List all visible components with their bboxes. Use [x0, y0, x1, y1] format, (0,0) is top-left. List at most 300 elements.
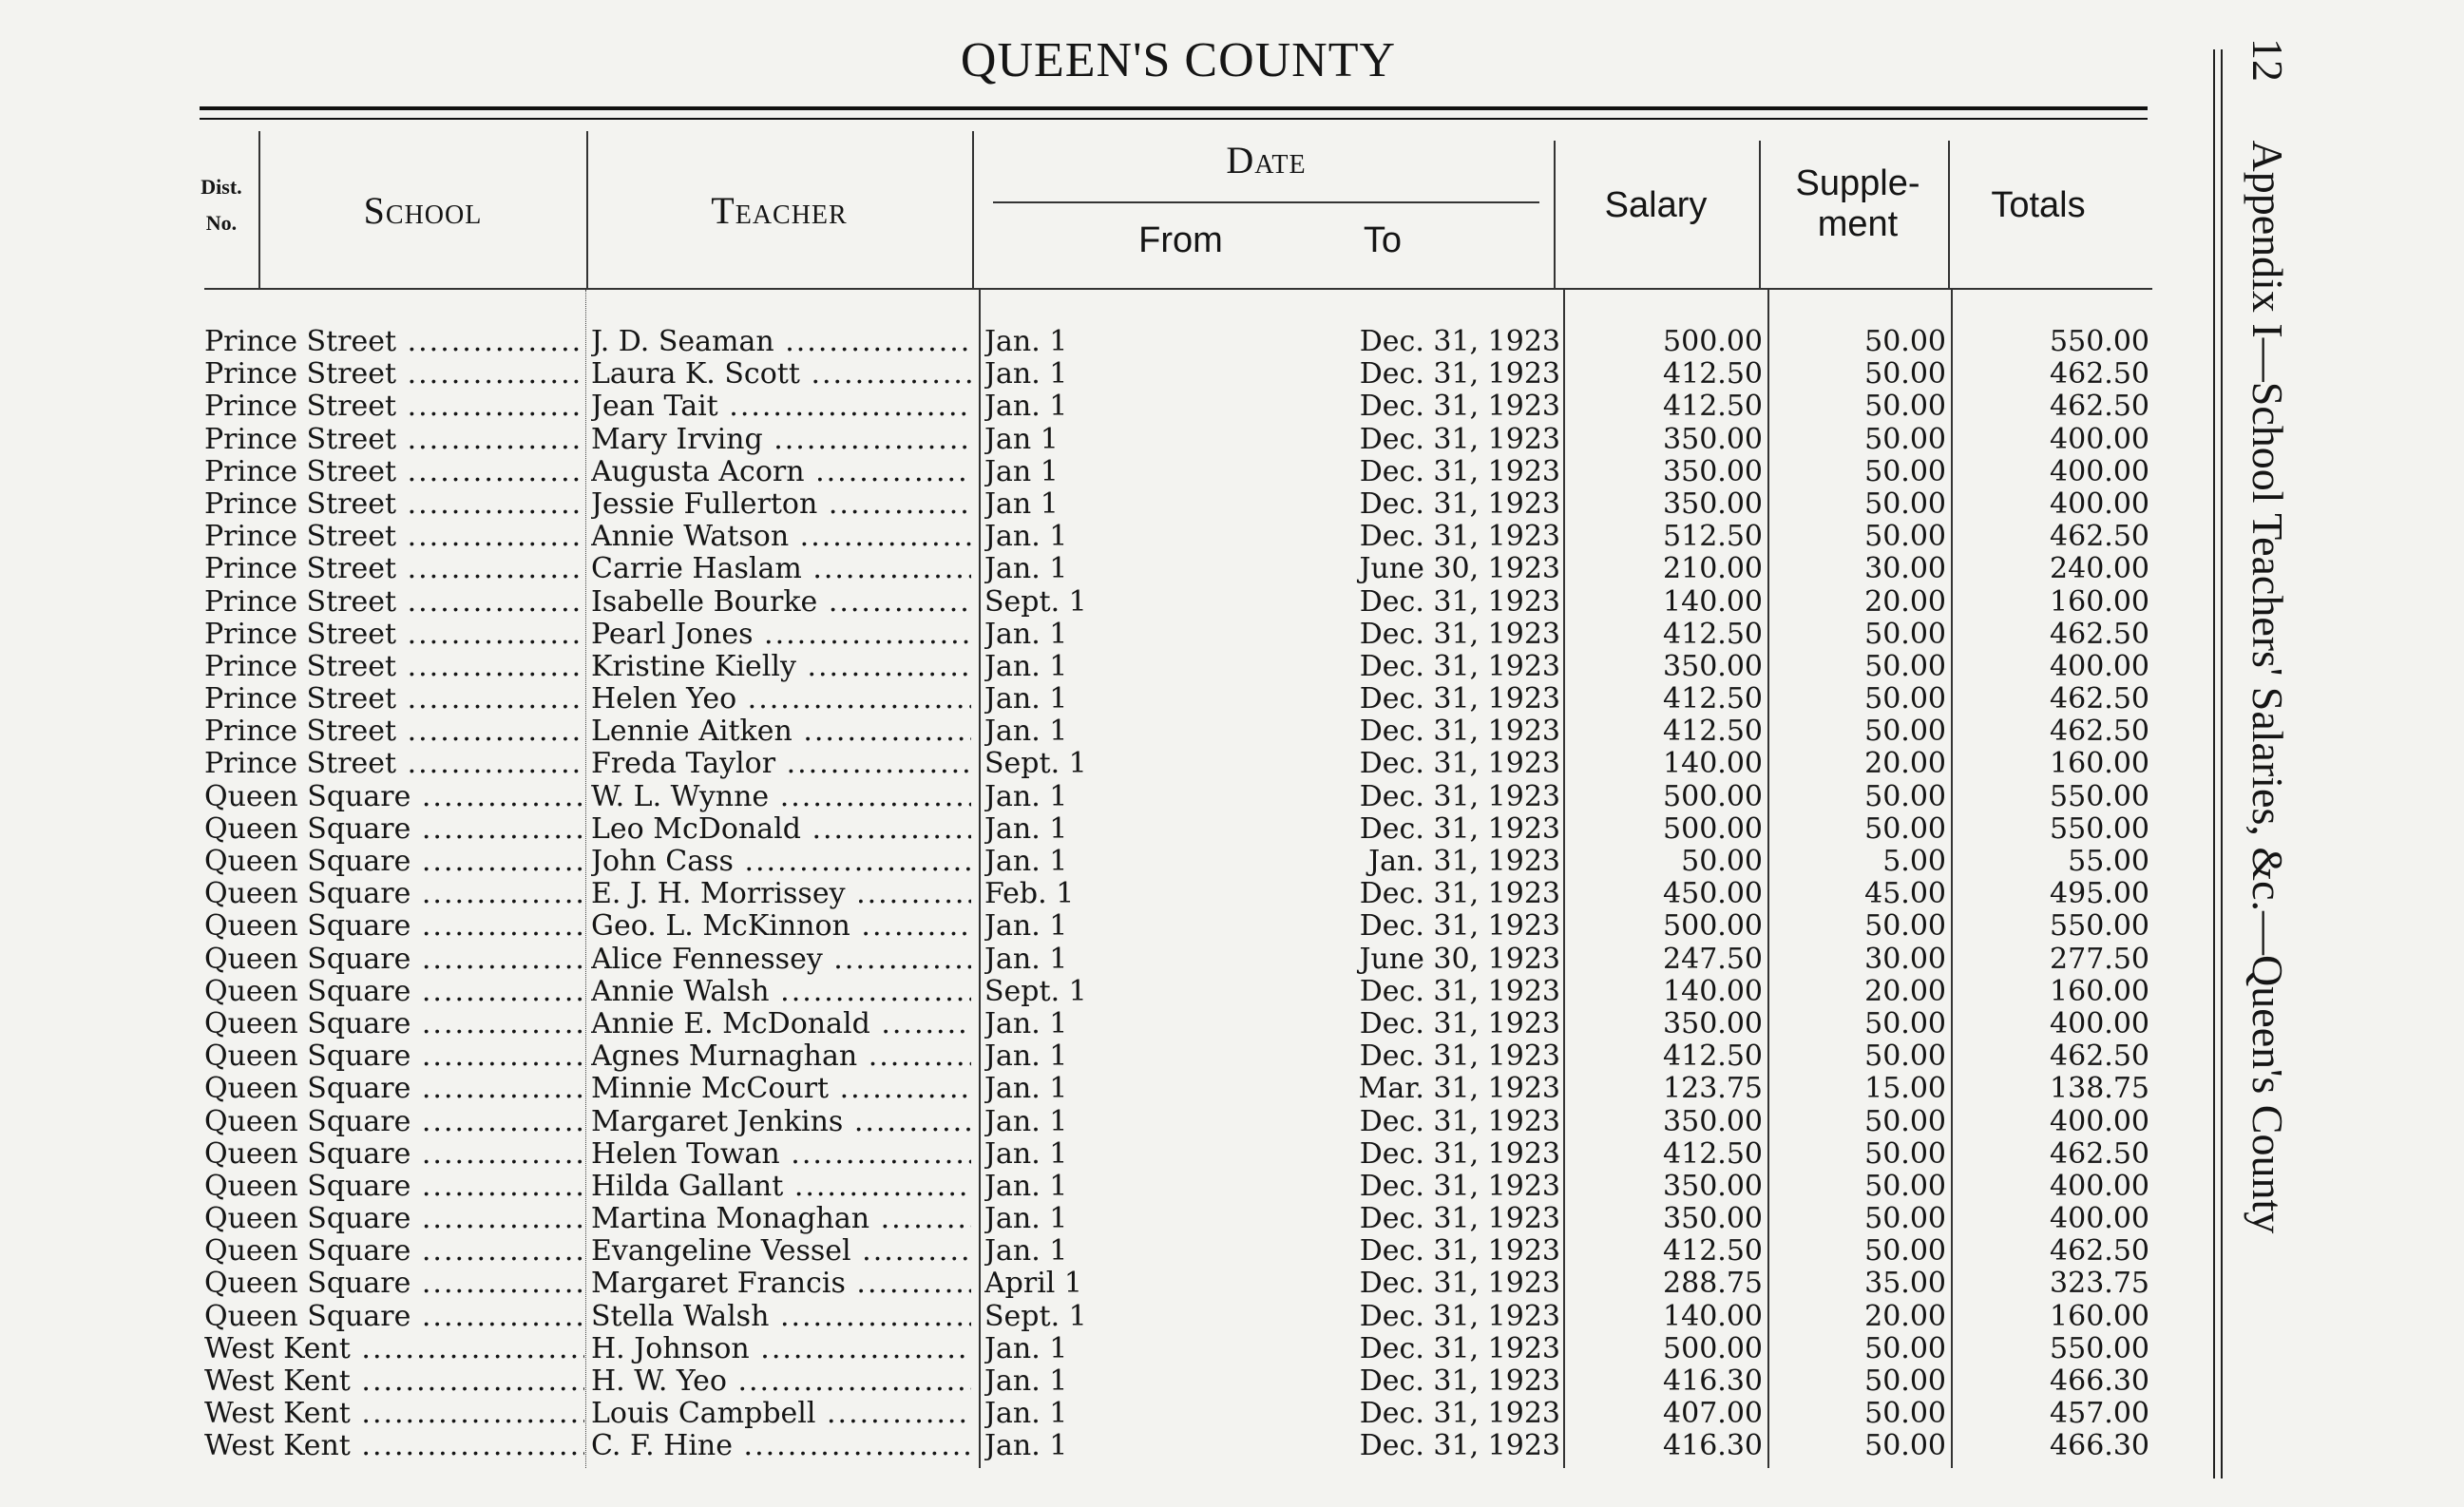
divider — [1554, 141, 1556, 288]
to-date-cell: Dec. 31, 1923 — [1359, 1235, 1560, 1269]
to-date-cell: Dec. 31, 1923 — [1359, 715, 1560, 749]
table-row — [0, 1073, 2186, 1105]
table-row — [0, 488, 2186, 521]
total-cell: 462.50 — [2050, 391, 2149, 424]
teacher-cell: Agnes Murnaghan ..... — [591, 1040, 971, 1073]
teacher-cell: Mary Irving ..... — [591, 424, 971, 456]
teacher-cell: Minnie McCourt ..... — [591, 1073, 971, 1105]
supplement-cell: 50.00 — [1864, 358, 1946, 391]
header-bottom-rule — [204, 288, 2152, 290]
table-row — [0, 910, 2186, 943]
school-cell: Prince Street ..... — [204, 553, 584, 585]
teacher-cell: Margaret Francis ..... — [591, 1268, 971, 1300]
salary-cell: 407.00 — [1663, 1398, 1763, 1431]
school-cell: Queen Square ..... — [204, 944, 584, 976]
total-cell: 462.50 — [2050, 1235, 2149, 1269]
school-cell: Prince Street ..... — [204, 326, 584, 358]
supplement-cell: 50.00 — [1864, 618, 1946, 651]
from-date-cell: Jan. 1 — [984, 1137, 1068, 1171]
school-cell: Queen Square ..... — [204, 976, 584, 1008]
teacher-cell: Alice Fennessey ..... — [591, 944, 971, 976]
salary-cell: 412.50 — [1663, 358, 1763, 391]
supplement-cell: 50.00 — [1864, 455, 1946, 488]
total-cell: 55.00 — [2068, 846, 2149, 878]
to-date-cell: Dec. 31, 1923 — [1359, 423, 1560, 456]
school-cell: Prince Street ..... — [204, 619, 584, 651]
school-cell: Prince Street ..... — [204, 424, 584, 456]
teacher-cell: Evangeline Vessel ..... — [591, 1235, 971, 1268]
supplement-cell: 50.00 — [1864, 326, 1946, 358]
table-row — [0, 878, 2186, 910]
from-date-cell: Jan. 1 — [984, 391, 1068, 424]
salary-cell: 350.00 — [1663, 455, 1763, 488]
table-row — [0, 1203, 2186, 1235]
total-cell: 400.00 — [2050, 1203, 2149, 1236]
school-cell: Prince Street ..... — [204, 651, 584, 683]
divider — [258, 131, 260, 288]
school-cell: West Kent ..... — [204, 1365, 584, 1398]
to-date-cell: Dec. 31, 1923 — [1359, 1040, 1560, 1074]
table-row — [0, 1398, 2186, 1430]
to-date-cell: Dec. 31, 1923 — [1359, 1203, 1560, 1236]
from-date-cell: Sept. 1 — [984, 1300, 1087, 1333]
from-date-cell: Jan. 1 — [984, 521, 1068, 554]
to-date-cell: Dec. 31, 1923 — [1359, 1430, 1560, 1463]
page-title: QUEEN'S COUNTY — [960, 33, 1397, 87]
salary-cell: 500.00 — [1663, 1332, 1763, 1365]
teacher-cell: Annie Watson ..... — [591, 521, 971, 553]
salary-cell: 412.50 — [1663, 618, 1763, 651]
divider — [972, 131, 974, 288]
table-row — [0, 715, 2186, 748]
header-to: To — [1363, 220, 1403, 260]
running-head — [2243, 38, 2293, 1233]
school-cell: Queen Square ..... — [204, 1301, 584, 1333]
school-cell: Queen Square ..... — [204, 1106, 584, 1138]
teacher-cell: Helen Yeo ..... — [591, 683, 971, 715]
to-date-cell: Mar. 31, 1923 — [1358, 1073, 1560, 1106]
supplement-cell: 50.00 — [1864, 1332, 1946, 1365]
supplement-cell: 50.00 — [1864, 1398, 1946, 1431]
supplement-cell: 20.00 — [1864, 585, 1946, 619]
table-row — [0, 521, 2186, 553]
salary-cell: 140.00 — [1663, 1300, 1763, 1333]
table-row — [0, 813, 2186, 846]
from-date-cell: Jan. 1 — [984, 553, 1068, 586]
from-date-cell: Jan. 1 — [984, 1332, 1068, 1365]
supplement-cell: 15.00 — [1864, 1073, 1946, 1106]
from-date-cell: Jan 1 — [984, 487, 1059, 521]
header-salary: Salary — [1604, 185, 1708, 225]
total-cell: 550.00 — [2050, 780, 2149, 813]
salary-cell: 412.50 — [1663, 1137, 1763, 1171]
from-date-cell: Sept. 1 — [984, 585, 1087, 619]
total-cell: 462.50 — [2050, 715, 2149, 749]
table-row — [0, 358, 2186, 391]
salary-cell: 416.30 — [1663, 1365, 1763, 1398]
total-cell: 400.00 — [2050, 1105, 2149, 1138]
salary-cell: 500.00 — [1663, 910, 1763, 944]
teacher-cell: Pearl Jones ..... — [591, 619, 971, 651]
teacher-cell: Kristine Kielly ..... — [591, 651, 971, 683]
to-date-cell: Dec. 31, 1923 — [1359, 1365, 1560, 1398]
from-date-cell: Jan. 1 — [984, 943, 1068, 976]
teacher-cell: Martina Monaghan ..... — [591, 1203, 971, 1235]
table-row — [0, 748, 2186, 780]
supplement-cell: 35.00 — [1864, 1268, 1946, 1301]
to-date-cell: Dec. 31, 1923 — [1359, 780, 1560, 813]
salary-cell: 412.50 — [1663, 1040, 1763, 1074]
supplement-cell: 50.00 — [1864, 391, 1946, 424]
page-number: 12 — [2244, 38, 2292, 82]
to-date-cell: Dec. 31, 1923 — [1359, 878, 1560, 911]
table-row — [0, 586, 2186, 619]
from-date-cell: Jan. 1 — [984, 1170, 1068, 1203]
header-dist-no: Dist. No. — [201, 175, 242, 235]
teacher-cell: Freda Taylor ..... — [591, 748, 971, 780]
salary-cell: 247.50 — [1663, 943, 1763, 976]
table-row — [0, 1301, 2186, 1333]
to-date-cell: Jan. 31, 1923 — [1368, 846, 1560, 878]
to-date-cell: Dec. 31, 1923 — [1359, 1398, 1560, 1431]
school-cell: Queen Square ..... — [204, 1235, 584, 1268]
supplement-cell: 30.00 — [1864, 943, 1946, 976]
teacher-cell: Annie E. McDonald ..... — [591, 1008, 971, 1040]
supplement-cell: 50.00 — [1864, 683, 1946, 716]
teacher-cell: Isabelle Bourke ..... — [591, 586, 971, 619]
supplement-cell: 50.00 — [1864, 1235, 1946, 1269]
teacher-cell: J. D. Seaman ..... — [591, 326, 971, 358]
header-teacher: Teacher — [711, 189, 848, 232]
header-from: From — [1138, 220, 1223, 260]
salary-cell: 350.00 — [1663, 1203, 1763, 1236]
table-row — [0, 1268, 2186, 1300]
total-cell: 550.00 — [2050, 910, 2149, 944]
total-cell: 400.00 — [2050, 455, 2149, 488]
supplement-cell: 50.00 — [1864, 1040, 1946, 1074]
teacher-cell: H. Johnson ..... — [591, 1333, 971, 1365]
total-cell: 160.00 — [2050, 748, 2149, 781]
from-date-cell: Jan. 1 — [984, 846, 1068, 878]
salary-cell: 500.00 — [1663, 812, 1763, 846]
teacher-cell: Louis Campbell ..... — [591, 1398, 971, 1430]
supplement-cell: 20.00 — [1864, 748, 1946, 781]
supplement-cell: 50.00 — [1864, 487, 1946, 521]
total-cell: 400.00 — [2050, 1170, 2149, 1203]
supplement-cell: 20.00 — [1864, 975, 1946, 1008]
header-date: Date — [1226, 139, 1307, 181]
total-cell: 462.50 — [2050, 521, 2149, 554]
salary-cell: 350.00 — [1663, 1170, 1763, 1203]
total-cell: 550.00 — [2050, 1332, 2149, 1365]
to-date-cell: Dec. 31, 1923 — [1359, 618, 1560, 651]
from-date-cell: Jan. 1 — [984, 812, 1068, 846]
teacher-cell: Lennie Aitken ..... — [591, 715, 971, 748]
salary-cell: 412.50 — [1663, 1235, 1763, 1269]
table-row — [0, 456, 2186, 488]
supplement-cell: 50.00 — [1864, 521, 1946, 554]
from-date-cell: Jan. 1 — [984, 326, 1068, 358]
header-school: School — [363, 189, 483, 232]
to-date-cell: June 30, 1923 — [1359, 943, 1560, 976]
to-date-cell: Dec. 31, 1923 — [1359, 585, 1560, 619]
from-date-cell: Jan. 1 — [984, 1040, 1068, 1074]
supplement-cell: 50.00 — [1864, 1007, 1946, 1040]
total-cell: 550.00 — [2050, 326, 2149, 358]
total-cell: 457.00 — [2050, 1398, 2149, 1431]
teacher-cell: E. J. H. Morrissey ..... — [591, 878, 971, 910]
school-cell: Prince Street ..... — [204, 748, 584, 780]
teacher-cell: Margaret Jenkins ..... — [591, 1106, 971, 1138]
to-date-cell: Dec. 31, 1923 — [1359, 1007, 1560, 1040]
table-row — [0, 1138, 2186, 1171]
table-row — [0, 846, 2186, 878]
teacher-cell: John Cass ..... — [591, 846, 971, 878]
total-cell: 400.00 — [2050, 650, 2149, 683]
salary-cell: 416.30 — [1663, 1430, 1763, 1463]
school-cell: Prince Street ..... — [204, 521, 584, 553]
from-date-cell: Jan. 1 — [984, 910, 1068, 944]
from-date-cell: Jan. 1 — [984, 1235, 1068, 1269]
to-date-cell: Dec. 31, 1923 — [1359, 1300, 1560, 1333]
total-cell: 495.00 — [2050, 878, 2149, 911]
table-row — [0, 553, 2186, 585]
supplement-cell: 45.00 — [1864, 878, 1946, 911]
teacher-cell: C. F. Hine ..... — [591, 1430, 971, 1462]
total-cell: 138.75 — [2050, 1073, 2149, 1106]
supplement-cell: 50.00 — [1864, 650, 1946, 683]
salary-cell: 500.00 — [1663, 780, 1763, 813]
teacher-cell: H. W. Yeo ..... — [591, 1365, 971, 1398]
teacher-cell: Stella Walsh ..... — [591, 1301, 971, 1333]
school-cell: Prince Street ..... — [204, 586, 584, 619]
total-cell: 400.00 — [2050, 423, 2149, 456]
salary-cell: 140.00 — [1663, 975, 1763, 1008]
header-supplement: Supple- ment — [1795, 163, 1920, 244]
school-cell: Queen Square ..... — [204, 1073, 584, 1105]
supplement-cell: 50.00 — [1864, 715, 1946, 749]
supplement-cell: 5.00 — [1882, 846, 1946, 878]
school-cell: Prince Street ..... — [204, 391, 584, 423]
teacher-cell: Hilda Gallant ..... — [591, 1171, 971, 1203]
supplement-cell: 50.00 — [1864, 423, 1946, 456]
to-date-cell: Dec. 31, 1923 — [1359, 326, 1560, 358]
margin-rule — [2213, 49, 2215, 1478]
to-date-cell: Dec. 31, 1923 — [1359, 1268, 1560, 1301]
from-date-cell: Jan. 1 — [984, 1398, 1068, 1431]
teacher-cell: Jean Tait ..... — [591, 391, 971, 423]
school-cell: Queen Square ..... — [204, 910, 584, 943]
school-cell: Queen Square ..... — [204, 1008, 584, 1040]
supplement-cell: 50.00 — [1864, 1137, 1946, 1171]
total-cell: 466.30 — [2050, 1365, 2149, 1398]
from-date-cell: Jan. 1 — [984, 1430, 1068, 1463]
supplement-cell: 50.00 — [1864, 1170, 1946, 1203]
school-cell: Queen Square ..... — [204, 1268, 584, 1300]
total-cell: 462.50 — [2050, 683, 2149, 716]
to-date-cell: Dec. 31, 1923 — [1359, 521, 1560, 554]
from-date-cell: Jan 1 — [984, 423, 1059, 456]
total-cell: 462.50 — [2050, 618, 2149, 651]
school-cell: Prince Street ..... — [204, 456, 584, 488]
to-date-cell: Dec. 31, 1923 — [1359, 812, 1560, 846]
total-cell: 550.00 — [2050, 812, 2149, 846]
salary-cell: 350.00 — [1663, 423, 1763, 456]
salary-cell: 210.00 — [1663, 553, 1763, 586]
supplement-cell: 50.00 — [1864, 1365, 1946, 1398]
teacher-cell: Laura K. Scott ..... — [591, 358, 971, 391]
table-row — [0, 424, 2186, 456]
school-cell: Prince Street ..... — [204, 488, 584, 521]
table-row — [0, 1008, 2186, 1040]
school-cell: Queen Square ..... — [204, 1203, 584, 1235]
table-row — [0, 1106, 2186, 1138]
supplement-cell: 50.00 — [1864, 910, 1946, 944]
supplement-cell: 50.00 — [1864, 1105, 1946, 1138]
from-date-cell: Jan. 1 — [984, 683, 1068, 716]
total-cell: 462.50 — [2050, 358, 2149, 391]
school-cell: West Kent ..... — [204, 1398, 584, 1430]
salary-cell: 412.50 — [1663, 391, 1763, 424]
to-date-cell: Dec. 31, 1923 — [1359, 975, 1560, 1008]
divider — [586, 131, 588, 288]
from-date-cell: Jan. 1 — [984, 715, 1068, 749]
from-date-cell: Jan. 1 — [984, 780, 1068, 813]
table-row — [0, 781, 2186, 813]
salary-cell: 350.00 — [1663, 487, 1763, 521]
table-row — [0, 1333, 2186, 1365]
divider — [1759, 141, 1761, 288]
to-date-cell: Dec. 31, 1923 — [1359, 487, 1560, 521]
school-cell: Queen Square ..... — [204, 781, 584, 813]
teacher-cell: Augusta Acorn ..... — [591, 456, 971, 488]
teacher-cell: Helen Towan ..... — [591, 1138, 971, 1171]
teacher-cell: W. L. Wynne ..... — [591, 781, 971, 813]
teacher-cell: Jessie Fullerton ..... — [591, 488, 971, 521]
to-date-cell: Dec. 31, 1923 — [1359, 391, 1560, 424]
salary-cell: 512.50 — [1663, 521, 1763, 554]
salary-cell: 140.00 — [1663, 748, 1763, 781]
from-date-cell: Jan. 1 — [984, 1365, 1068, 1398]
table-row — [0, 1171, 2186, 1203]
total-cell: 277.50 — [2050, 943, 2149, 976]
teacher-cell: Carrie Haslam ..... — [591, 553, 971, 585]
total-cell: 462.50 — [2050, 1040, 2149, 1074]
salary-cell: 450.00 — [1663, 878, 1763, 911]
from-date-cell: Jan. 1 — [984, 358, 1068, 391]
table-row — [0, 1235, 2186, 1268]
to-date-cell: Dec. 31, 1923 — [1359, 1332, 1560, 1365]
from-date-cell: Sept. 1 — [984, 748, 1087, 781]
table-row — [0, 391, 2186, 423]
to-date-cell: June 30, 1923 — [1359, 553, 1560, 586]
from-date-cell: Jan. 1 — [984, 1203, 1068, 1236]
total-cell: 160.00 — [2050, 585, 2149, 619]
table-row — [0, 326, 2186, 358]
from-date-cell: Jan. 1 — [984, 1105, 1068, 1138]
to-date-cell: Dec. 31, 1923 — [1359, 650, 1560, 683]
school-cell: Prince Street ..... — [204, 683, 584, 715]
salary-cell: 350.00 — [1663, 1105, 1763, 1138]
salary-cell: 500.00 — [1663, 326, 1763, 358]
to-date-cell: Dec. 31, 1923 — [1359, 1137, 1560, 1171]
table-row — [0, 651, 2186, 683]
to-date-cell: Dec. 31, 1923 — [1359, 683, 1560, 716]
table-row — [0, 619, 2186, 651]
supplement-cell: 50.00 — [1864, 1203, 1946, 1236]
table-row — [0, 1040, 2186, 1073]
table-row — [0, 976, 2186, 1008]
supplement-cell: 30.00 — [1864, 553, 1946, 586]
total-cell: 466.30 — [2050, 1430, 2149, 1463]
school-cell: Queen Square ..... — [204, 878, 584, 910]
salary-cell: 288.75 — [1663, 1268, 1763, 1301]
from-date-cell: Jan. 1 — [984, 618, 1068, 651]
school-cell: Queen Square ..... — [204, 813, 584, 846]
supplement-cell: 20.00 — [1864, 1300, 1946, 1333]
total-cell: 462.50 — [2050, 1137, 2149, 1171]
salary-cell: 50.00 — [1681, 846, 1763, 878]
margin-rule — [2221, 49, 2223, 1478]
school-cell: Prince Street ..... — [204, 715, 584, 748]
total-cell: 160.00 — [2050, 975, 2149, 1008]
to-date-cell: Dec. 31, 1923 — [1359, 1170, 1560, 1203]
to-date-cell: Dec. 31, 1923 — [1359, 1105, 1560, 1138]
total-cell: 240.00 — [2050, 553, 2149, 586]
school-cell: Queen Square ..... — [204, 1171, 584, 1203]
table-row — [0, 944, 2186, 976]
school-cell: Queen Square ..... — [204, 1138, 584, 1171]
from-date-cell: Jan. 1 — [984, 1007, 1068, 1040]
total-cell: 400.00 — [2050, 487, 2149, 521]
running-title: Appendix I—School Teachers' Salaries, &c.—Queen's County — [2244, 140, 2292, 1234]
title-double-rule — [200, 106, 2148, 120]
supplement-cell: 50.00 — [1864, 812, 1946, 846]
salary-cell: 412.50 — [1663, 715, 1763, 749]
table-row — [0, 1430, 2186, 1462]
from-date-cell: Jan. 1 — [984, 1073, 1068, 1106]
table-body — [0, 326, 2186, 1463]
divider — [1948, 141, 1950, 288]
school-cell: West Kent ..... — [204, 1333, 584, 1365]
table-row — [0, 1365, 2186, 1398]
supplement-cell: 50.00 — [1864, 780, 1946, 813]
total-cell: 160.00 — [2050, 1300, 2149, 1333]
salary-cell: 350.00 — [1663, 650, 1763, 683]
to-date-cell: Dec. 31, 1923 — [1359, 910, 1560, 944]
supplement-cell: 50.00 — [1864, 1430, 1946, 1463]
to-date-cell: Dec. 31, 1923 — [1359, 455, 1560, 488]
header-totals: Totals — [1991, 185, 2086, 225]
to-date-cell: Dec. 31, 1923 — [1359, 358, 1560, 391]
school-cell: West Kent ..... — [204, 1430, 584, 1462]
school-cell: Queen Square ..... — [204, 846, 584, 878]
from-date-cell: Feb. 1 — [984, 878, 1075, 911]
school-cell: Queen Square ..... — [204, 1040, 584, 1073]
table-row — [0, 683, 2186, 715]
teacher-cell: Leo McDonald ..... — [591, 813, 971, 846]
salary-cell: 140.00 — [1663, 585, 1763, 619]
total-cell: 400.00 — [2050, 1007, 2149, 1040]
from-date-cell: Jan. 1 — [984, 650, 1068, 683]
teacher-cell: Geo. L. McKinnon ..... — [591, 910, 971, 943]
salary-cell: 412.50 — [1663, 683, 1763, 716]
from-date-cell: April 1 — [984, 1268, 1083, 1301]
from-date-cell: Sept. 1 — [984, 975, 1087, 1008]
total-cell: 323.75 — [2050, 1268, 2149, 1301]
salary-cell: 350.00 — [1663, 1007, 1763, 1040]
date-header-rule — [993, 201, 1539, 203]
